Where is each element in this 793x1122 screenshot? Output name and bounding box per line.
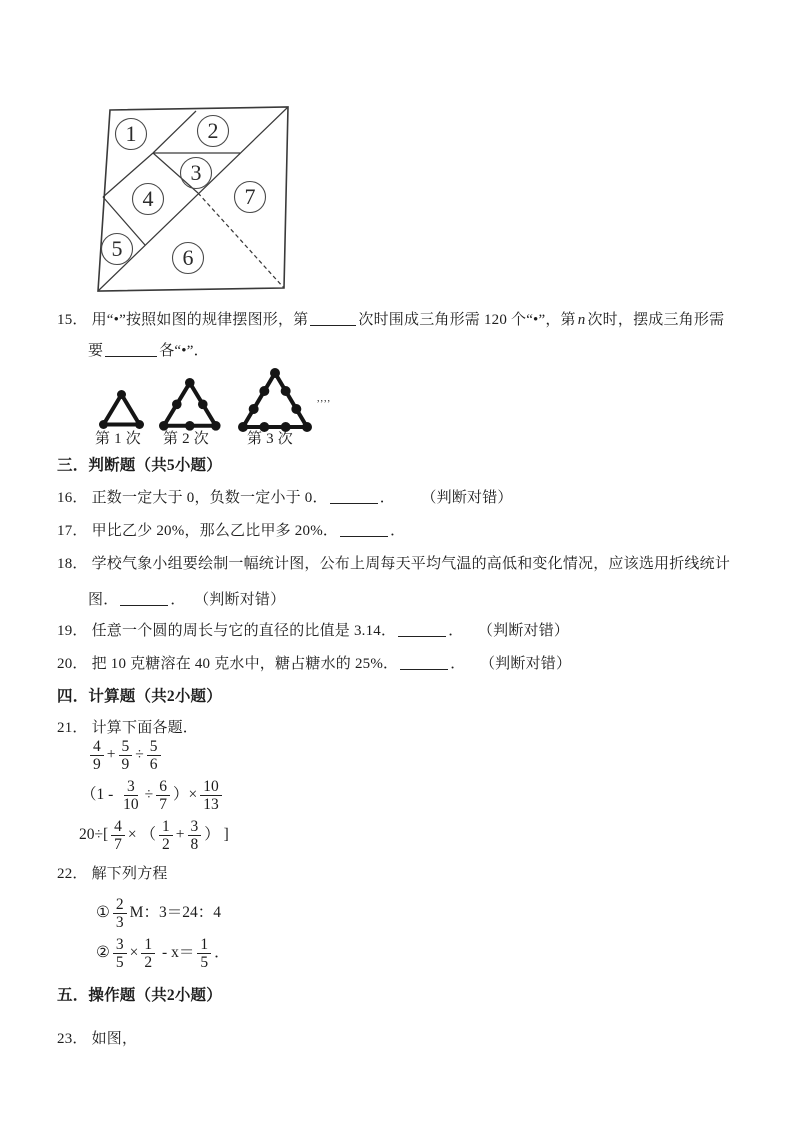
- denominator: 5: [200, 953, 209, 971]
- denominator: 7: [114, 835, 122, 853]
- math-text: - x＝: [158, 944, 195, 961]
- question-18-line-2: 图． ． （判断对错）: [88, 592, 286, 608]
- question-number: 18．: [57, 556, 88, 572]
- answer-blank: [400, 654, 448, 670]
- fraction: [200, 779, 222, 812]
- question-text: 各“•”．: [159, 343, 209, 359]
- question-number: 16．: [57, 490, 88, 506]
- pattern-label-3: 第 3 次: [247, 431, 294, 447]
- numerator: 2: [113, 897, 127, 914]
- section-4-heading: 四．计算题（共2小题）: [57, 688, 222, 705]
- numerator: 3: [124, 779, 138, 796]
- numerator: 5: [119, 739, 133, 756]
- question-15-line-2: [88, 340, 209, 362]
- question-text: 次时围成三角形需 120 个“•”，第: [358, 312, 576, 328]
- fraction: [119, 739, 133, 772]
- expression-21-2: [80, 776, 224, 814]
- pattern-dot: [281, 386, 291, 396]
- pattern-dot: [117, 390, 126, 399]
- question-number: 20．: [57, 656, 88, 672]
- question-text: 如图，: [91, 1031, 138, 1047]
- dot-triangle-figure: [97, 388, 146, 431]
- math-text: M：3＝24：4: [129, 904, 221, 921]
- answer-blank: [398, 621, 446, 637]
- judge-hint: （判断对错）: [487, 656, 572, 672]
- dot-triangle-figure: [157, 376, 223, 433]
- pattern-dot: [249, 404, 259, 414]
- question-text: 要: [88, 343, 104, 359]
- fraction: [156, 779, 170, 812]
- question-number: 15．: [57, 312, 88, 328]
- pattern-dot: [259, 386, 269, 396]
- math-text: +: [175, 826, 185, 843]
- fraction: [113, 897, 127, 930]
- denominator: 9: [121, 755, 130, 773]
- math-text: ） ]: [204, 826, 229, 843]
- pattern-dot: [211, 421, 221, 431]
- region-number: 6: [182, 245, 194, 270]
- question-text: 次时，摆成三角形需: [587, 312, 725, 328]
- question-17: 17． 甲比乙少 20%，那么乙比甲多 20%． ．: [57, 523, 406, 539]
- denominator: 9: [93, 755, 101, 773]
- triangle-edge: [243, 373, 307, 427]
- variable-n: n: [577, 312, 586, 328]
- region-number: 2: [207, 118, 219, 143]
- numerator: 1: [141, 937, 155, 954]
- pattern-dot: [270, 368, 280, 378]
- pattern-dot: [198, 399, 208, 409]
- question-text: 解下列方程: [91, 866, 168, 882]
- answer-blank: [330, 488, 378, 504]
- numerator: 1: [197, 937, 211, 954]
- pattern-ellipsis: ,,,,: [317, 393, 331, 404]
- question-text: 学校气象小组要绘制一幅统计图，公布上周每天平均气温的高低和变化情况，应该选用折线统计: [91, 556, 731, 572]
- tangram-cut-line: [103, 197, 145, 245]
- numerator: 10: [200, 779, 222, 796]
- denominator: 7: [159, 795, 167, 813]
- equation-22-2: [95, 934, 231, 972]
- tangram-cut-line: [153, 111, 196, 153]
- fraction: [141, 937, 155, 970]
- numerator: 4: [90, 739, 104, 756]
- fraction: [159, 819, 173, 852]
- math-text: ①: [96, 904, 110, 921]
- triangle-edge: [164, 383, 216, 426]
- judge-hint: （判断对错）: [201, 592, 286, 608]
- pattern-dot: [291, 404, 301, 414]
- denominator: 8: [190, 835, 199, 853]
- denominator: 2: [144, 953, 153, 971]
- question-22: [57, 863, 168, 885]
- question-text: 把 10 克糖溶在 40 克水中，糖占糖水的 25%．: [91, 656, 399, 672]
- question-number: 19．: [57, 623, 88, 639]
- fraction: [147, 739, 161, 772]
- pattern-dot: [185, 378, 195, 388]
- question-number: 21．: [57, 720, 88, 736]
- tangram-cut-line: [198, 193, 284, 288]
- numerator: 6: [156, 779, 170, 796]
- pattern-dot: [302, 422, 312, 432]
- section-3-heading: 三．判断题（共5小题）: [57, 457, 222, 474]
- math-text: ×: [129, 944, 139, 961]
- numerator: 3: [113, 937, 127, 954]
- numerator: 5: [147, 739, 161, 756]
- judge-hint: （判断对错）: [428, 490, 513, 506]
- math-text: ②: [96, 944, 110, 961]
- answer-blank: [120, 590, 168, 606]
- question-text: 任意一个圆的周长与它的直径的比值是 3.14．: [91, 623, 397, 639]
- equation-22-1: [95, 894, 222, 932]
- question-number: 23．: [57, 1031, 88, 1047]
- math-text: ÷: [144, 786, 154, 803]
- region-number: 4: [142, 186, 154, 211]
- pattern-label-1: 第 1 次: [95, 431, 142, 447]
- expression-21-1: [88, 736, 163, 774]
- tangram-figure: [0, 0, 330, 320]
- question-text: 甲比乙少 20%，那么乙比甲多 20%．: [91, 523, 339, 539]
- math-text: （1 -: [81, 786, 118, 803]
- answer-blank: [105, 341, 157, 357]
- fraction: [90, 739, 104, 772]
- denominator: 3: [115, 913, 124, 931]
- dot-triangle-figure: [236, 366, 314, 434]
- fraction: [197, 937, 211, 970]
- math-text: ）×: [172, 786, 198, 803]
- fraction: [188, 819, 202, 852]
- question-18-line-1: [57, 553, 730, 575]
- math-text: ÷: [135, 746, 144, 763]
- question-text: 正数一定大于 0，负数一定小于 0．: [91, 490, 328, 506]
- question-number: 22．: [57, 866, 88, 882]
- denominator: 10: [123, 795, 139, 813]
- question-19: 19． 任意一个圆的周长与它的直径的比值是 3.14． ． （判断对错）: [57, 623, 570, 639]
- math-text: 20÷[: [79, 826, 109, 843]
- question-20: 20． 把 10 克糖溶在 40 克水中，糖占糖水的 25%． ． （判断对错）: [57, 656, 572, 672]
- denominator: 6: [149, 755, 158, 773]
- region-number: 7: [244, 184, 256, 209]
- judge-hint: （判断对错）: [485, 623, 570, 639]
- question-23: [57, 1028, 137, 1050]
- denominator: 2: [162, 835, 170, 853]
- fraction: [113, 937, 127, 970]
- question-text: 用“•”按照如图的规律摆图形，第: [91, 312, 309, 328]
- math-text: ．: [214, 944, 230, 961]
- denominator: 5: [115, 953, 124, 971]
- region-number: 1: [125, 121, 137, 146]
- numerator: 3: [188, 819, 202, 836]
- answer-blank: [310, 310, 356, 326]
- denominator: 13: [203, 795, 219, 813]
- question-16: 16． 正数一定大于 0，负数一定小于 0． ． （判断对错）: [57, 490, 513, 506]
- numerator: 1: [159, 819, 173, 836]
- expression-21-3: [78, 816, 230, 854]
- section-5-heading: 五．操作题（共2小题）: [57, 987, 222, 1004]
- question-number: 17．: [57, 523, 88, 539]
- numerator: 4: [111, 819, 125, 836]
- math-text: +: [106, 746, 116, 763]
- region-number: 3: [190, 160, 202, 185]
- fraction: [120, 779, 142, 812]
- fraction: [111, 819, 125, 852]
- pattern-label-2: 第 2 次: [163, 431, 210, 447]
- pattern-dot: [172, 399, 182, 409]
- region-number: 5: [111, 236, 123, 261]
- question-text: 图．: [88, 592, 119, 608]
- answer-blank: [340, 521, 388, 537]
- question-15-line-1: [57, 309, 724, 331]
- question-text: 计算下面各题．: [91, 720, 199, 736]
- math-text: × （: [127, 826, 157, 843]
